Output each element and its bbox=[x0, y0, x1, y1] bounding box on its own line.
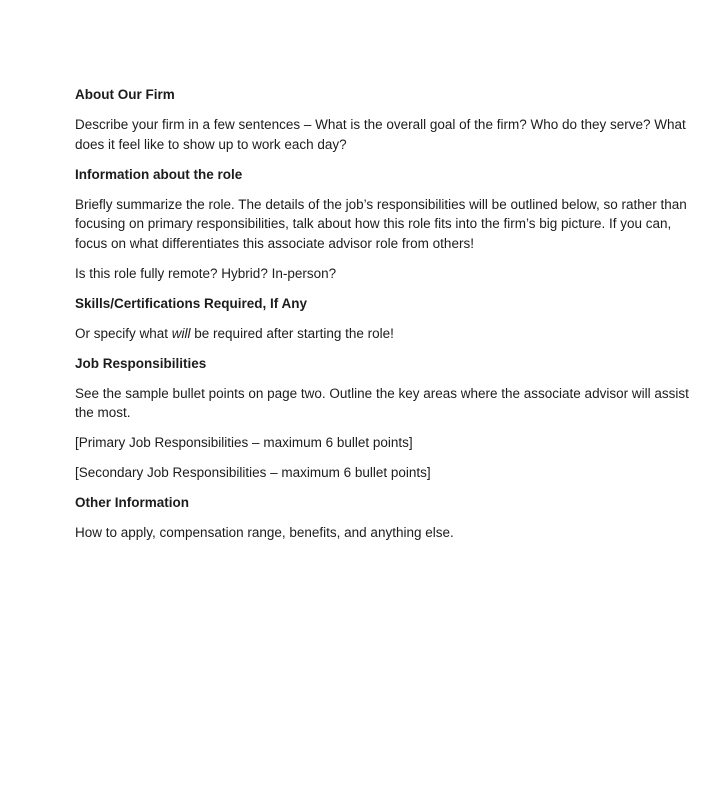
skills-note-suffix: be required after starting the role! bbox=[190, 325, 394, 341]
heading-information-about-the-role: Information about the role bbox=[75, 166, 243, 182]
document-body bbox=[75, 85, 693, 543]
heading-about-our-firm: About Our Firm bbox=[75, 87, 175, 102]
heading-job-responsibilities: Job Responsibilities bbox=[75, 355, 207, 371]
paragraph-remote-hybrid-question: Is this role fully remote? Hybrid? In-person? bbox=[75, 265, 337, 281]
skills-note-italic-word: will bbox=[171, 325, 191, 341]
paragraph-other-information-note: How to apply, compensation range, benefits, and anything else. bbox=[75, 525, 454, 540]
paragraph-responsibilities-note: See the sample bullet points on page two. Outline the key areas where the associate advisor will assist the most. bbox=[75, 385, 689, 420]
placeholder-secondary-responsibilities: [Secondary Job Responsibilities – maximum 6 bullet points] bbox=[75, 465, 431, 480]
paragraph-about-firm-prompt: Describe your firm in a few sentences – What is the overall goal of the firm? Who do they serve? What does it feel like to show up to work each day? bbox=[75, 117, 686, 152]
heading-other-information: Other Information bbox=[75, 495, 189, 510]
paragraph-role-summary-prompt: Briefly summarize the role. The details of the job’s responsibilities will be outlined below, so rather than focusing on primary responsibilities, talk about how this role fits into the firm’s big picture. If you can, focus on what differentiates this associate advisor role from others! bbox=[75, 196, 687, 251]
placeholder-primary-responsibilities: [Primary Job Responsibilities – maximum 6 bullet points] bbox=[75, 435, 413, 450]
heading-skills-certifications: Skills/Certifications Required, If Any bbox=[75, 295, 308, 311]
paragraph-skills-note bbox=[75, 324, 693, 344]
skills-note-prefix: Or specify what bbox=[75, 325, 172, 341]
